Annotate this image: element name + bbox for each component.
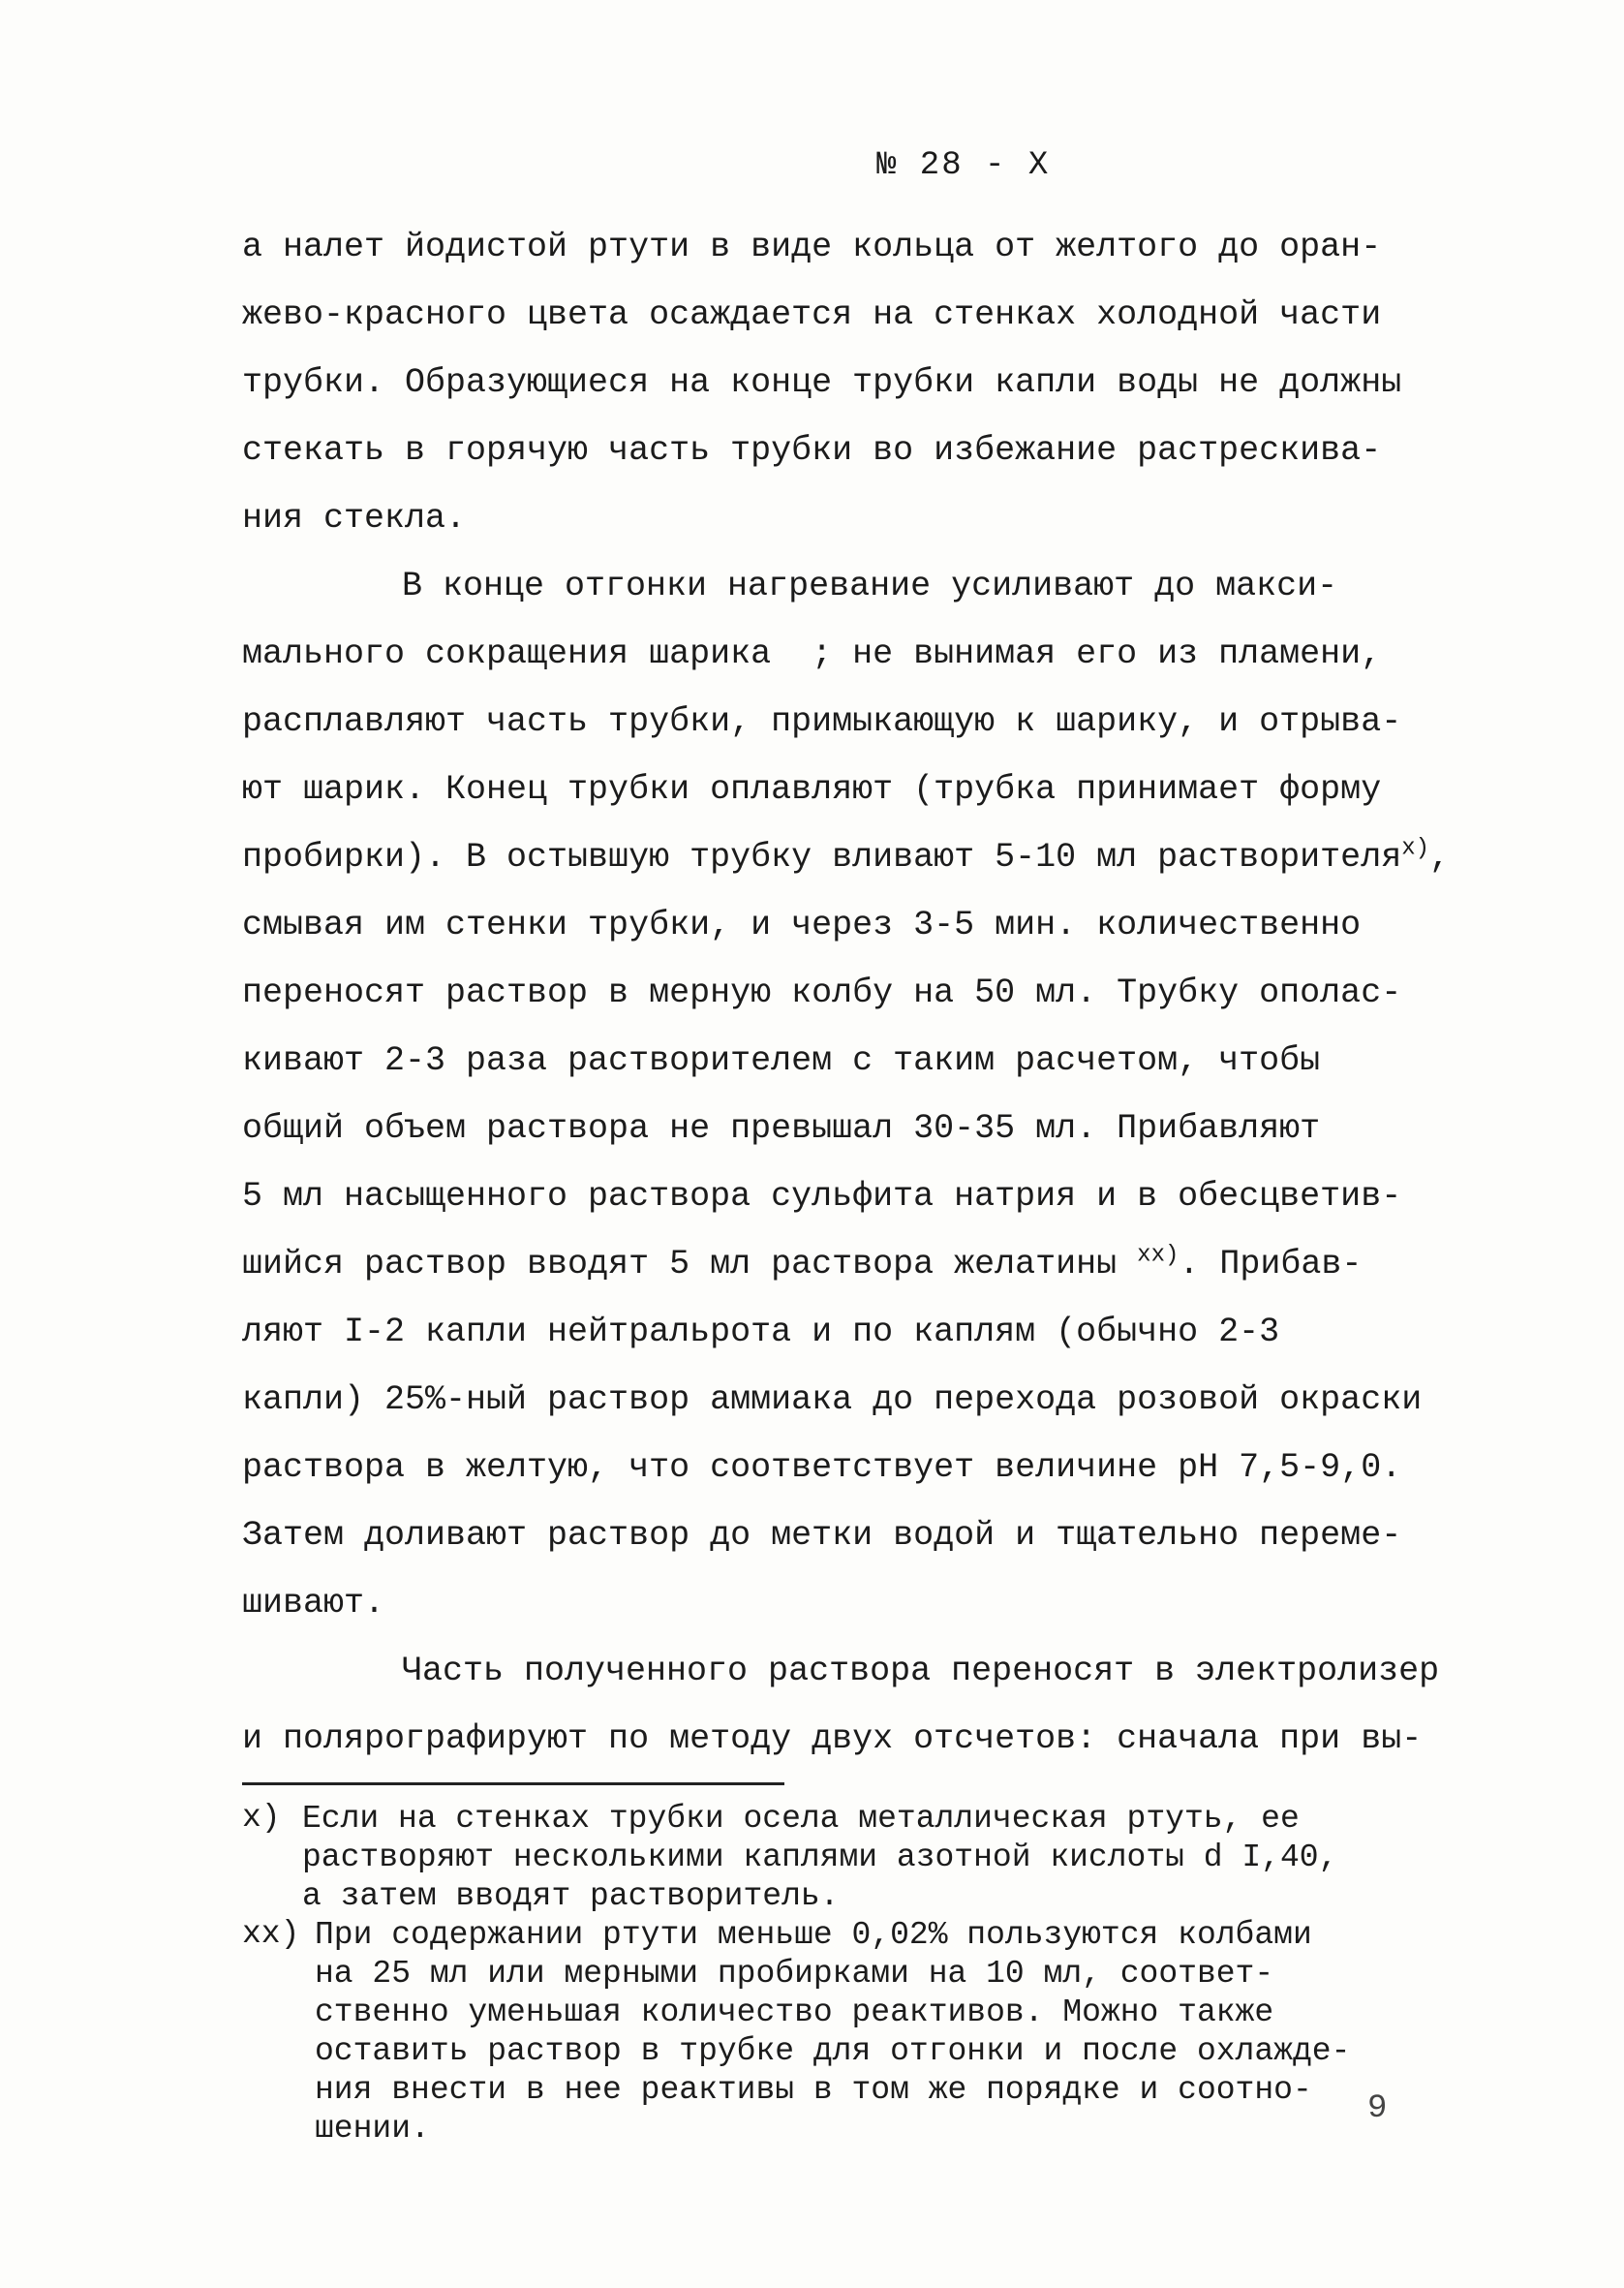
text-line: расплавляют часть трубки, примыкающую к шарику, и отрыва- xyxy=(242,702,1402,741)
footnotes xyxy=(242,1800,1443,2149)
footnote-separator xyxy=(242,1782,784,1785)
footnote-mark: х) xyxy=(242,1800,281,1836)
text-line xyxy=(242,1230,1443,1298)
page-number: 9 xyxy=(1367,2090,1388,2127)
footnote-line: а затем вводят растворитель. xyxy=(302,1878,840,1914)
footnote-ref-2: хх) xyxy=(1137,1242,1180,1269)
text-line: ют шарик. Конец трубки оплавляют (трубка принимает форму xyxy=(242,770,1382,809)
footnote-line: оставить раствор в трубке для отгонки и после охлажде- xyxy=(315,2033,1351,2069)
footnote-1 xyxy=(242,1800,1443,1916)
text-line: В конце отгонки нагревание усиливают до макси- xyxy=(402,567,1338,605)
footnote-line: Если на стенках трубки осела металлическая ртуть, ее xyxy=(302,1801,1300,1837)
footnote-line: При содержании ртути меньше 0,02% пользуются колбами xyxy=(315,1917,1312,1953)
text-line: кивают 2-3 раза растворителем с таким расчетом, чтобы xyxy=(242,1041,1321,1080)
footnote-line: ния внести в нее реактивы в том же порядке и соотно- xyxy=(315,2072,1312,2108)
text-line: мального сокращения шарика ; не вынимая его из пламени, xyxy=(242,634,1382,673)
text-line: 5 мл насыщенного раствора сульфита натрия и в обесцветив- xyxy=(242,1177,1402,1216)
footnote-line: шении. xyxy=(315,2111,430,2147)
text-line: ния стекла. xyxy=(242,499,467,538)
footnote-ref-1: х) xyxy=(1401,835,1430,862)
text-line: раствора в желтую, что соответствует величине рН 7,5-9,0. xyxy=(242,1448,1402,1487)
text-line-content: пробирки). В остывшую трубку вливают 5-10 мл растворителя xyxy=(242,838,1402,877)
text-line-continuation: . Прибав- xyxy=(1179,1245,1363,1283)
text-line: стекать в горячую часть трубки во избежание растрескива- xyxy=(242,431,1382,470)
footnote-mark: хх) xyxy=(242,1916,300,1952)
text-line: шивают. xyxy=(242,1584,385,1623)
footnote-line: на 25 мл или мерными пробирками на 10 мл, соответ- xyxy=(315,1956,1274,1992)
text-line: пробирки). В остывшую трубку вливают 5-10 мл растворителя$^{х)}$, xyxy=(242,835,1451,877)
footnote-line: ственно уменьшая количество реактивов. Можно также xyxy=(315,1994,1274,2030)
text-line: а налет йодистой ртути в виде кольца от желтого до оран- xyxy=(242,228,1382,266)
text-line: Часть полученного раствора переносят в электролизер xyxy=(402,1652,1440,1690)
text-line-content: шийся раствор вводят 5 мл раствора желатины xyxy=(242,1245,1118,1283)
footnote-line: растворяют несколькими каплями азотной кислоты d I,40, xyxy=(302,1840,1338,1875)
text-line: жево-красного цвета осаждается на стенках холодной части xyxy=(242,295,1382,334)
text-line: трубки. Образующиеся на конце трубки капли воды не должны xyxy=(242,363,1402,402)
text-line: и полярографируют по методу двух отсчетов: сначала при вы- xyxy=(242,1719,1423,1758)
text-line: Затем доливают раствор до метки водой и тщательно переме- xyxy=(242,1516,1402,1555)
body-text xyxy=(242,213,1451,1773)
text-line: ляют I-2 капли нейтральрота и по каплям (обычно 2-3 xyxy=(242,1313,1280,1351)
page-header-code: № 28 - X xyxy=(876,147,1051,184)
footnote-2 xyxy=(242,1916,1443,2149)
text-line: капли) 25%-ный раствор аммиака до перехода розовой окраски xyxy=(242,1380,1423,1419)
text-line: общий объем раствора не превышал 30-35 мл. Прибавляют xyxy=(242,1109,1321,1148)
text-line: переносят раствор в мерную колбу на 50 мл. Трубку ополас- xyxy=(242,974,1402,1012)
text-line: смывая им стенки трубки, и через 3-5 мин. количественно xyxy=(242,906,1362,944)
